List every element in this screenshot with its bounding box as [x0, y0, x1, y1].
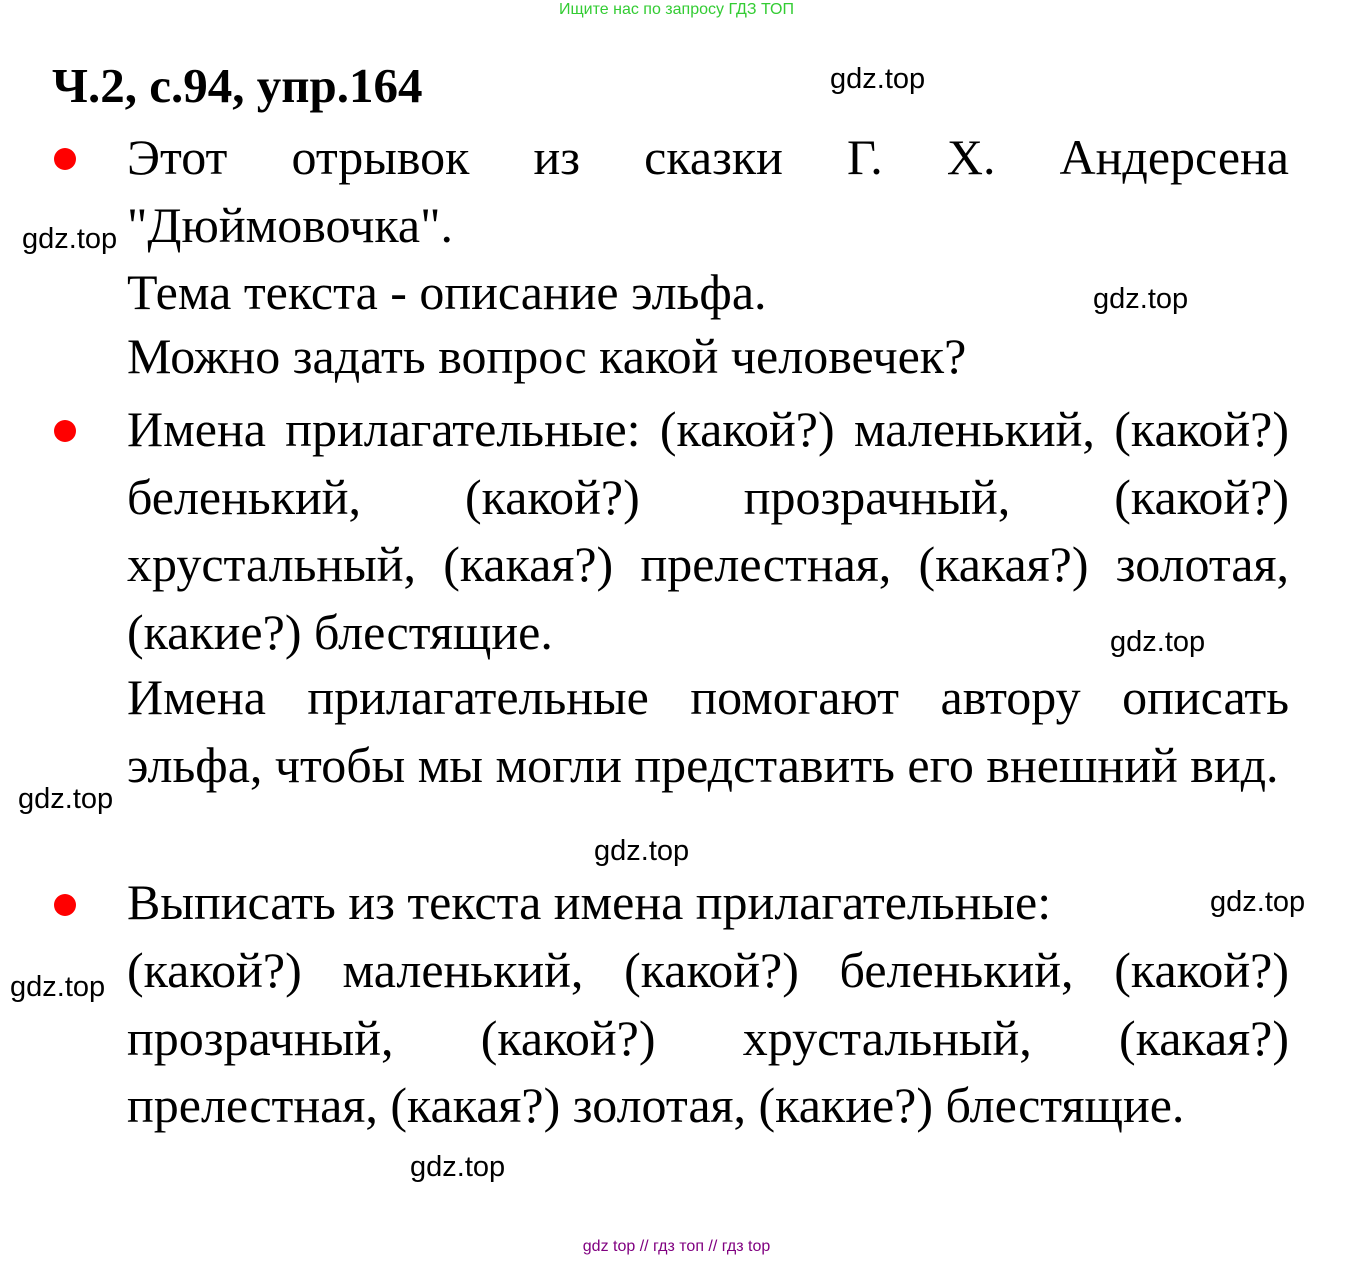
page-title: Ч.2, с.94, упр.164 — [52, 58, 423, 113]
paragraph-source: Этот отрывок из сказки Г. Х. Андерсена "Дюймовочка". — [127, 129, 1289, 253]
bullet-marker — [54, 894, 76, 916]
watermark: gdz.top — [22, 223, 118, 255]
watermark: gdz.top — [18, 783, 114, 815]
watermark: gdz.top — [1093, 283, 1189, 315]
watermark: gdz.top — [410, 1151, 506, 1183]
watermark: gdz.top — [830, 63, 926, 95]
paragraph-explanation: Имена прилагательные помогают автору описать эльфа, чтобы мы могли представить его внешний вид. — [127, 669, 1289, 793]
paragraph-question: Можно задать вопрос какой человечек? — [127, 328, 967, 384]
watermark: gdz.top — [594, 835, 690, 867]
top-banner: Ищите нас по запросу ГДЗ ТОП — [559, 1, 794, 18]
paragraph-task: Выписать из текста имена прилагательные: — [127, 874, 1052, 930]
watermark: gdz.top — [10, 971, 106, 1003]
bullet-marker — [54, 420, 76, 442]
bullet-marker — [54, 148, 76, 170]
paragraph-answer: (какой?) маленький, (какой?) беленький, (какой?) прозрачный, (какой?) хрустальный, (какая?) прелестная, (какая?) золотая, (какие?) блестящие. — [127, 942, 1289, 1133]
watermark: gdz.top — [1210, 886, 1306, 918]
paragraph-topic: Тема текста - описание эльфа. — [127, 264, 767, 320]
paragraph-adjectives: Имена прилагательные: (какой?) маленький, (какой?) беленький, (какой?) прозрачный, (какой?) хрустальный, (какая?) прелестная, (какая?) золотая, (какие?) блестящие. — [127, 401, 1289, 660]
footer-links: gdz top // гдз топ // гдз top — [582, 1238, 771, 1255]
watermark: gdz.top — [1110, 626, 1206, 658]
